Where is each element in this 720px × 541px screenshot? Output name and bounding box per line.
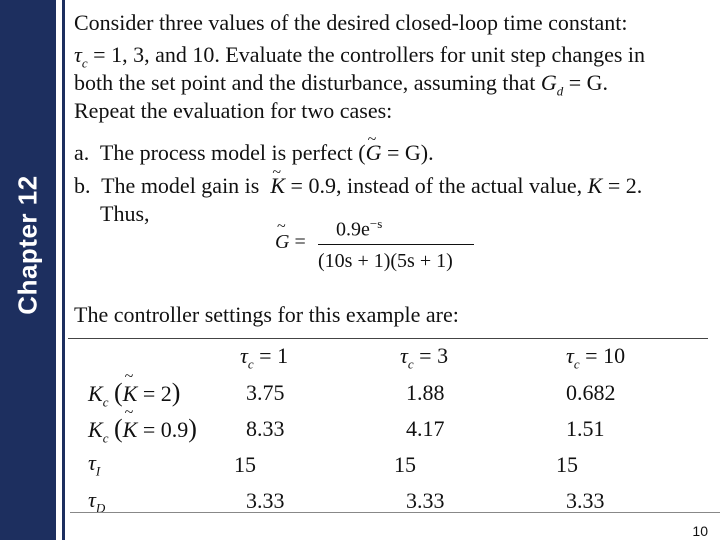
equation-denominator: (10s + 1)(5s + 1): [318, 250, 453, 272]
intro-line-2-rest: . Evaluate the controllers for unit step changes in: [214, 42, 646, 67]
table-header-3: $\tau_c = 10$: [566, 343, 626, 372]
table-header-1: $\tau_c = 1$: [240, 343, 289, 372]
cell-r2-c2: 4.17: [406, 416, 445, 441]
case-a: a. The process model is perfect (~ G = G).: [74, 140, 434, 166]
intro-line-3: both the set point and the disturbance, assuming that $G_d = G$.: [74, 70, 608, 99]
fraction-bar: [318, 244, 474, 245]
sidebar-divider: [62, 0, 65, 540]
cell-r3-c1: 15: [234, 452, 256, 477]
intro-line-2: $\tau_c = 1$, 3, and 10. Evaluate the controllers for unit step changes in: [74, 42, 646, 71]
row-label-kc-perfect: $K_c$ (~ K = 2): [88, 378, 180, 410]
cell-r2-c1: 8.33: [246, 416, 285, 441]
chapter-label: Chapter 12: [12, 175, 43, 315]
cell-r3-c2: 15: [394, 452, 416, 477]
cell-r2-c3: 1.51: [566, 416, 605, 441]
tau-values: = 1, 3, and 10: [93, 42, 215, 67]
table-intro: The controller settings for this example are:: [74, 302, 459, 327]
footer-rule: [70, 512, 720, 541]
chapter-sidebar: [0, 0, 56, 540]
cell-r4-c1: 3.33: [246, 488, 285, 513]
cell-r1-c1: 3.75: [246, 380, 285, 405]
cell-r4-c3: 3.33: [566, 488, 605, 513]
row-label-kc-gain: $K_c$ (~ K = 0.9): [88, 414, 197, 446]
equation-numerator: $0.9e^{-s}$: [336, 216, 383, 241]
intro-line-1: Consider three values of the desired closed-loop time constant:: [74, 10, 628, 35]
row-label-tau-d: $\tau_D$: [88, 487, 106, 516]
case-b-thus: Thus,: [100, 201, 150, 226]
cell-r4-c2: 3.33: [406, 488, 445, 513]
cell-r3-c3: 15: [556, 452, 578, 477]
table-top-rule: [68, 338, 708, 339]
cell-r1-c3: 0.682: [566, 380, 616, 405]
case-b: b. The model gain is ~ K = 0.9, instead of the actual value, K = 2.: [74, 173, 642, 199]
table-header-2: $\tau_c = 3$: [400, 343, 449, 372]
row-label-tau-i: $\tau_I$: [88, 450, 101, 479]
intro-line-4: Repeat the evaluation for two cases:: [74, 98, 393, 123]
cell-r1-c2: 1.88: [406, 380, 445, 405]
page-number: 10: [692, 523, 708, 539]
